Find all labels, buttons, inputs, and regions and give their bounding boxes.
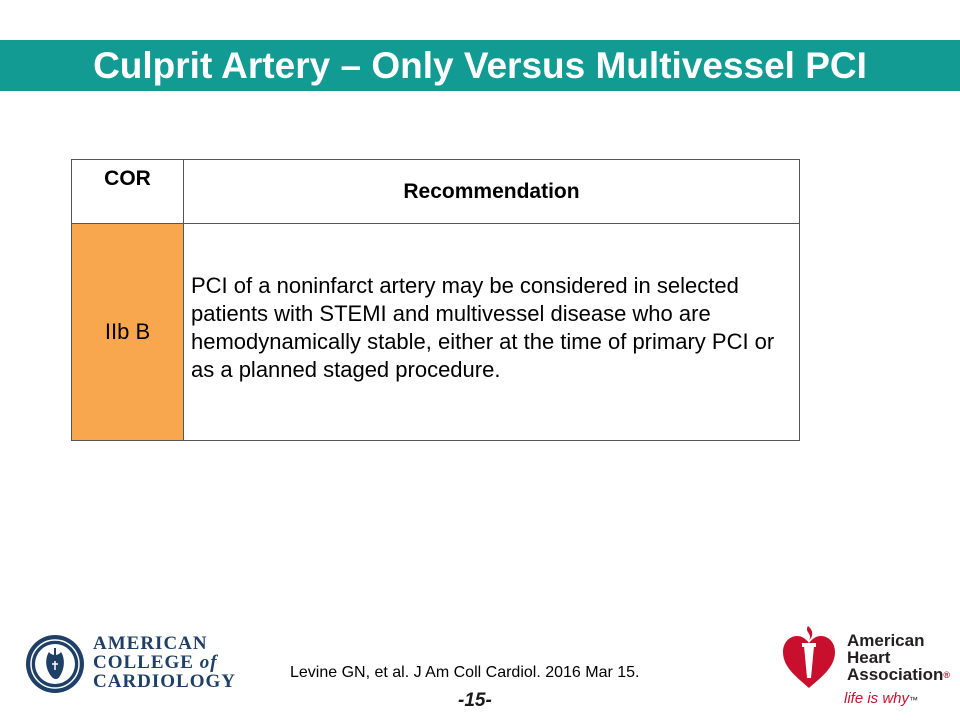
aha-line3: Association® xyxy=(847,665,950,684)
table-row xyxy=(72,224,800,441)
header-cor: COR xyxy=(72,160,184,224)
acc-seal-icon xyxy=(25,634,85,694)
aha-line2: Heart xyxy=(847,648,891,667)
header-recommendation: Recommendation xyxy=(184,160,800,224)
acc-line2: COLLEGE of xyxy=(93,652,218,673)
aha-tagline: life is why™ xyxy=(844,690,919,707)
aha-logo xyxy=(780,622,950,714)
recommendation-text: PCI of a noninfarct artery may be considered in selected patients with STEMI and multivessel disease who are hemodynamically stable, either at the time of primary PCI or as a planned staged procedure. xyxy=(184,224,800,441)
acc-line3: CARDIOLOGY xyxy=(93,671,237,692)
acc-wordmark xyxy=(93,634,236,691)
title-bar xyxy=(0,40,960,91)
aha-line1: American xyxy=(847,631,925,650)
recommendation-table xyxy=(71,159,800,441)
cor-value: IIb B xyxy=(72,224,184,441)
heart-torch-icon xyxy=(780,622,838,692)
slide-title: Culprit Artery – Only Versus Multivessel PCI xyxy=(93,44,867,86)
aha-wordmark xyxy=(847,632,950,684)
acc-line1: AMERICAN xyxy=(93,633,208,654)
acc-logo xyxy=(25,632,237,696)
citation: Levine GN, et al. J Am Coll Cardiol. 2016 Mar 15. xyxy=(290,664,640,681)
page-number: -15- xyxy=(458,690,492,711)
table-header-row xyxy=(72,160,800,224)
